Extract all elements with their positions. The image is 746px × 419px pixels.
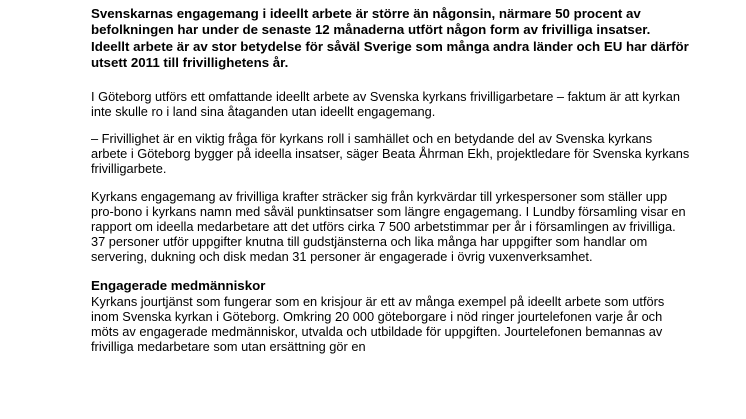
- body-paragraph-1: I Göteborg utförs ett omfattande ideellt arbete av Svenska kyrkans frivilligarbetare – faktum är att kyrkan inte skulle ro i land sina åtaganden utan ideellt engagemang.: [91, 88, 680, 119]
- press-release-page: [91, 6, 691, 354]
- lead-paragraph-1: Svenskarnas engagemang i ideellt arbete är större än någonsin, närmare 50 procent av befolkningen har under de senaste 12 månaderna utfört någon form av frivilliga insatser.: [91, 6, 651, 38]
- lead-paragraph-2: Ideellt arbete är av stor betydelse för såväl Sverige som många andra länder och EU har därför utsett 2011 till frivillighetens år.: [91, 38, 689, 71]
- section-paragraph: Kyrkans jourtjänst som fungerar som en krisjour är ett av många exempel på ideellt arbete som utförs inom Svenska kyrkan i Göteborg. Omkring 20 000 göteborgare i nöd ringer jourtelefonen varje år och möts av engagerade medmänniskor, utvalda och utbildade för uppgiften. Jourtelefonen bemannas av frivilliga medarbetare som utan ersättning gör en: [91, 293, 665, 355]
- body-paragraph-2: – Frivillighet är en viktig fråga för kyrkans roll i samhället och en betydande del av Svenska kyrkans arbete i Göteborg bygger på ideella insatser, säger Beata Åhrman Ekh, projektledare för Svenska kyrkans frivilligarbete.: [91, 131, 690, 177]
- lead-section: [91, 6, 691, 72]
- body-paragraph-3: Kyrkans engagemang av frivilliga krafter sträcker sig från kyrkvärdar till yrkespersoner som ställer upp pro-bono i kyrkans namn med såväl punktinsatser som längre engagemang. I Lundby församling visar en rapport om ideella medarbetare att det utförs cirka 7 500 arbetstimmar per år i församlingen av frivilliga. 37 personer utför uppgifter knutna till gudstjänsterna och lika många har uppgifter som handlar om servering, dukning och disk medan 31 personer är engagerade i övrig vuxenverksamhet.: [91, 188, 686, 265]
- section-heading: Engagerade medmänniskor: [91, 277, 266, 293]
